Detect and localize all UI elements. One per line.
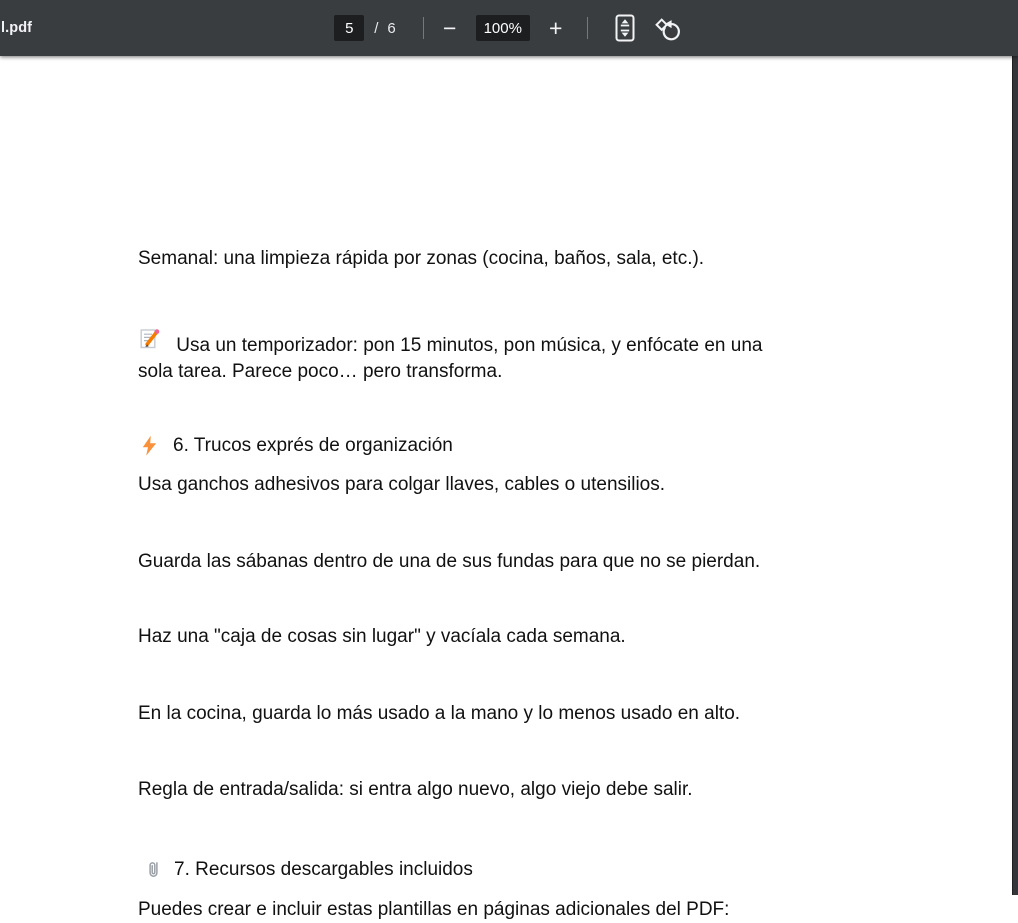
pdf-page[interactable]: [0, 56, 1012, 895]
fit-to-page-icon: [615, 14, 635, 42]
page-separator: /: [374, 20, 378, 37]
zoom-level-display: 100%: [476, 15, 530, 41]
memo-icon: [138, 327, 162, 351]
fit-to-page-button[interactable]: [611, 11, 639, 45]
paragraph-text: sola tarea. Parece poco… pero transforma.: [138, 359, 762, 385]
zoom-out-button[interactable]: −: [437, 13, 463, 43]
paragraph-text: Guarda las sábanas dentro de una de sus fundas para que no se pierdan.: [138, 549, 760, 575]
paragraph-text: En la cocina, guarda lo más usado a la mano y lo menos usado en alto.: [138, 701, 740, 727]
paragraph-text: Semanal: una limpieza rápida por zonas (cocina, baños, sala, etc.).: [138, 246, 704, 272]
document-title: l.pdf: [1, 20, 32, 36]
paragraph-text: Regla de entrada/salida: si entra algo nuevo, algo viejo debe salir.: [138, 777, 693, 803]
paragraph: [138, 777, 693, 803]
paragraph-text: Usa un temporizador: pon 15 minutos, pon música, y enfócate en una: [176, 335, 762, 356]
paragraph: [138, 472, 665, 498]
page-number-input[interactable]: 5: [334, 15, 364, 41]
paragraph-text: Haz una "caja de cosas sin lugar" y vacíala cada semana.: [138, 624, 626, 650]
paragraph-text: Puedes crear e incluir estas plantillas en páginas adicionales del PDF:: [138, 897, 729, 923]
heading-text: 7. Recursos descargables incluidos: [174, 857, 473, 883]
pdf-viewer: [0, 56, 1018, 895]
rotate-counterclockwise-icon: [654, 15, 681, 42]
paragraph: [138, 246, 704, 272]
rotate-counterclockwise-button[interactable]: [652, 11, 684, 45]
paragraph: [138, 549, 760, 575]
paperclip-icon: [146, 859, 161, 881]
heading-text: 6. Trucos exprés de organización: [173, 433, 453, 459]
toolbar-divider: [423, 17, 424, 39]
page-total-count: 6: [387, 20, 395, 37]
paragraph: [138, 701, 740, 727]
section-heading: [146, 857, 473, 883]
viewer-edge-strip: [1012, 56, 1018, 895]
toolbar-controls: [0, 0, 1018, 56]
pdf-toolbar: [0, 0, 1018, 56]
toolbar-divider: [587, 17, 588, 39]
lightning-bolt-icon: [140, 435, 159, 457]
paragraph-text: Usa ganchos adhesivos para colgar llaves, cables o utensilios.: [138, 472, 665, 498]
paragraph: [138, 624, 626, 650]
paragraph: [138, 897, 729, 923]
zoom-in-button[interactable]: +: [543, 13, 569, 43]
paragraph: [138, 327, 762, 385]
section-heading: [140, 433, 453, 459]
